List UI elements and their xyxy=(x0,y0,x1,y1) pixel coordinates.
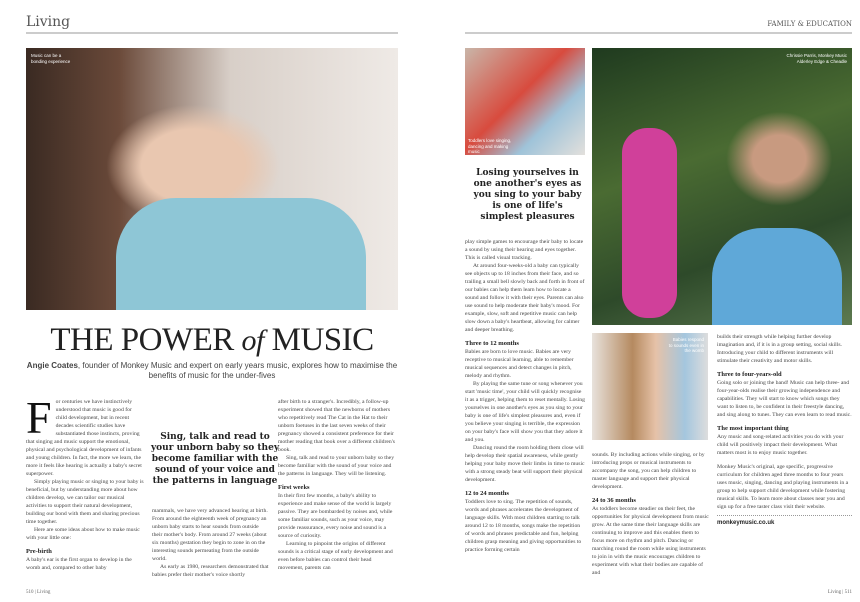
paragraph: play simple games to encourage their baby to locate a sound by using their hearing and eyes together. This is called visual tracking. xyxy=(465,239,584,261)
monkey-puppet xyxy=(622,128,677,318)
paragraph: As toddlers become steadier on their feet, the opportunities for physical development from music grow. At the same time their language skills are continuing to improve and this enables them to focus more on rhythm and pitch. Dancing or marching round the room while using instruments to join in with the music encourages children to experiment with what their bodies are capable of and xyxy=(592,506,709,576)
teacher-shirt xyxy=(712,228,842,325)
pull-quote: Sing, talk and read to your unborn baby so they become familiar with the sound of your voice and the patterns in language xyxy=(150,432,280,486)
photo-caption: Toddlers love singing, dancing and making music xyxy=(468,138,512,154)
paragraph: Babies are born to love music. Babies are very receptive to musical learning, able to remember musical sequences and detect changes in pitch, melody and rhythm. xyxy=(465,349,574,379)
paragraph: A baby's ear is the first organ to develop in the womb and, compared to other baby xyxy=(26,557,132,571)
paragraph: Toddlers love to sing. The repetition of sounds, words and phrases accelerates the development of language skills. With most children starting to talk around 12 to 18 months, songs make the repetition of words and phrases predictable and fun, helping children grasp meaning and giving opportunities to practice forming certain xyxy=(465,499,582,553)
photo-caption: Babies respond to sounds even in the womb xyxy=(668,337,704,353)
paragraph: Dancing round the room holding them close will help develop their spatial awareness, while gently helping your baby move their limbs in time to music with a strong steady beat will support their physical development. xyxy=(465,445,585,483)
author-name: Angie Coates xyxy=(26,361,78,370)
subheading: Pre-birth xyxy=(26,548,52,555)
paragraph: As early as 1980, researchers demonstrated that babies prefer their mother's voice shortly xyxy=(152,564,269,578)
subheading: 24 to 36 months xyxy=(592,497,636,504)
paragraph: Sing, talk and read to your unborn baby so they become familiar with the sound of your voice and the patterns in language. They will be listening. xyxy=(278,455,395,477)
header-rule-right xyxy=(465,32,852,34)
body-column-6 xyxy=(717,333,852,527)
paragraph: Here are some ideas about how to make music with your little one: xyxy=(26,527,140,541)
standfirst-text: , founder of Monkey Music and expert on early years music, explores how to maximise the benefits of music for the under-fives xyxy=(77,361,398,380)
drop-cap: F xyxy=(26,392,52,443)
paragraph: after birth to a stranger's. Incredibly, a follow-up experiment showed that the newborns of mothers who repetitively read The Cat in the Hat to their unborn foetuses in the last seven weeks of their pregnancy showed a consistent preference for their mother reading that book over a different children's book. xyxy=(278,399,395,453)
paragraph: By playing the same tune or song whenever you start 'music time', your child will quickly recognise it as a trigger, helping them to reset mentally. Losing yourselves in one another's eyes as you sing to your baby is one of life's simplest pleasures and, even if you believe your singing is terrible, the expression on your baby's face will show you that they adore it and you. xyxy=(465,381,585,443)
teacher-photo xyxy=(592,48,852,325)
paragraph: or centuries we have instinctively understood that music is good for child development, but in recent decades scientific studies have substantiated those instincts, proving that singing and music support the emotional, physical and psychological development of infants and young children. In fact, the more we learn, the more it feels like hearing is actually a baby's secret superpower. xyxy=(26,399,142,477)
mother-baby-photo xyxy=(592,333,708,440)
baby-photo xyxy=(26,48,398,310)
subheading: Three to four-years-old xyxy=(717,371,782,378)
paragraph: sounds. By including actions while singing, or by introducing props or musical instruments to accompany the song, you can help children to master language and support their physical development. xyxy=(592,452,705,490)
body-column-2 xyxy=(152,507,270,579)
section-label-right: FAMILY & EDUCATION xyxy=(767,20,852,28)
baby-clothes xyxy=(116,198,366,310)
section-label-left: Living xyxy=(26,14,71,30)
paragraph: mammals, we have very advanced hearing at birth. From around the eighteenth week of pregnancy an unborn baby starts to hear sounds from outside their mother's body. From around 27 weeks (about six months) gestation they begin to zone in on the interesting sounds permeating from the outside world. xyxy=(152,508,268,562)
paragraph: Going solo or joining the band! Music can help three- and four-year-olds realise their growing independence and capabilities. They will start to know which songs they want to listen to, be confident in their freestyle dancing, and sing along to tunes. They can even learn to read music. xyxy=(717,380,852,418)
photo-caption: Chrissie Parris, Monkey Music Alderley Edge & Cheadle xyxy=(786,53,847,64)
standfirst xyxy=(26,361,398,381)
subheading: First weeks xyxy=(278,484,310,491)
header-rule-left xyxy=(26,32,398,34)
paragraph: In their first few months, a baby's ability to experience and make sense of the world is largely passive. They are bombarded by noises and, while some familiar sounds, such as your voice, may provide reassurance, every noise and sound is a source of curiosity. xyxy=(278,493,393,539)
paragraph: Simply playing music or singing to your baby is beneficial, but by understanding more about how children develop, we can tailor our musical activities to support their natural development, building our bond with them and sharing precious time together. xyxy=(26,479,144,525)
subheading: The most important thing xyxy=(717,425,789,432)
subheading: Three to 12 months xyxy=(465,340,519,347)
paragraph: Learning to pinpoint the origins of different sounds is a critical stage of early development and even before babies can control their head movement, parents can xyxy=(278,541,393,571)
photo-caption: Music can be a bonding experience xyxy=(31,53,71,64)
body-column-1 xyxy=(26,392,144,572)
title-text: MUSIC xyxy=(271,322,374,358)
title-of: of xyxy=(241,324,264,357)
subheading: 12 to 24 months xyxy=(465,490,509,497)
paragraph: At around four-weeks-old a baby can typically see objects up to 18 inches from their face, and so trailing a small bell slowly back and forth in front of our babies can help them learn how to locate a sound and follow it with their eyes. Parents can also use sound to help moderate their baby's mood. For example, slow, soft and repetitive music can help slow down a baby's heartbeat, allowing for calmer and deeper breathing. xyxy=(465,263,585,333)
body-column-4 xyxy=(465,238,585,554)
paragraph: Monkey Music's original, age specific, progressive curriculum for children aged three months to four years uses music, singing, dancing and playing instruments in a group to help support child development while fostering musical skills. To learn more about classes near you and sign up for a free taster class visit their website. xyxy=(717,464,849,510)
paragraph: builds their strength while helping further develop imagination and, if it is in a group setting, social skills. Introducing your child to different instruments will stimulate their creativity and motor skills. xyxy=(717,334,842,364)
website-link[interactable]: monkeymusic.co.uk xyxy=(717,515,852,527)
toddlers-photo xyxy=(465,48,585,155)
title-text: THE POWER xyxy=(50,322,234,358)
page-number-right: Living | 511 xyxy=(827,590,852,595)
article-title xyxy=(26,322,398,359)
body-column-5 xyxy=(592,451,710,577)
page-number-left: 510 | Living xyxy=(26,590,51,595)
pull-quote: Losing yourselves in one another's eyes as you sing to your baby is one of life's simplest pleasures xyxy=(473,168,582,222)
body-column-3 xyxy=(278,398,398,572)
paragraph: Any music and song-related activities you do with your child will positively impact their development. What matters most is to enjoy music together. xyxy=(717,434,844,456)
